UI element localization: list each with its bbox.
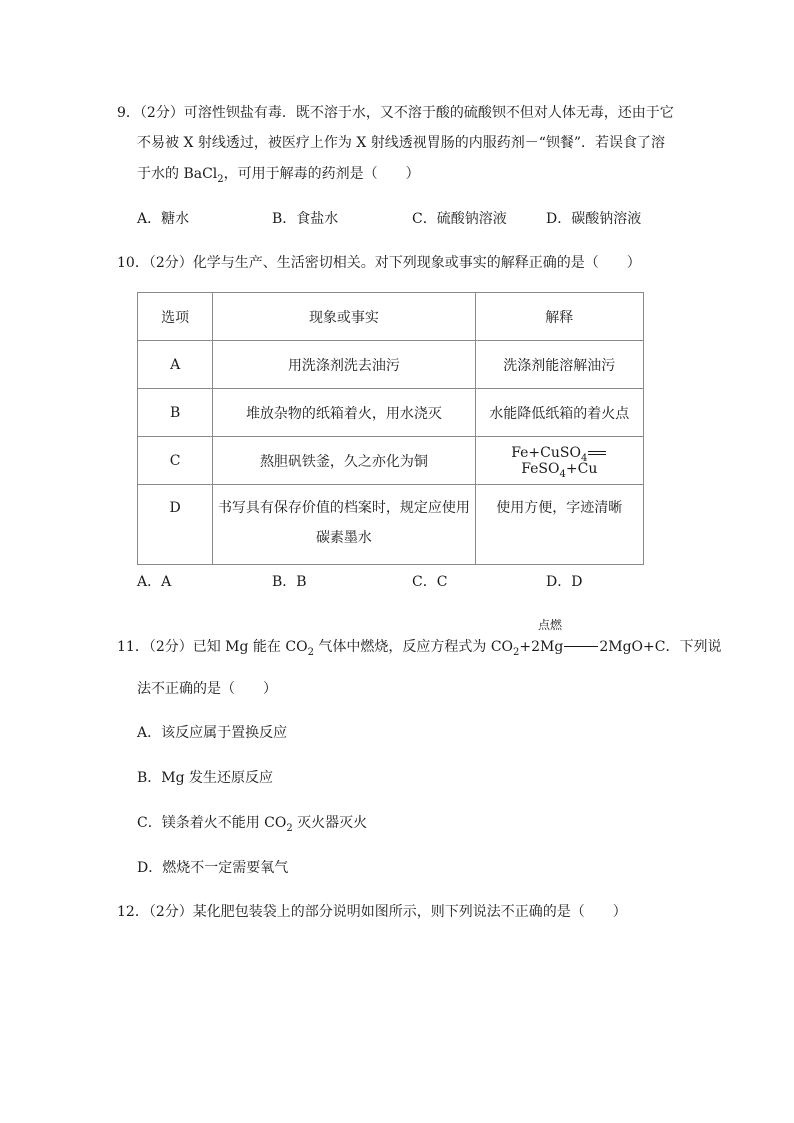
q11-option-d: D．燃烧不一定需要氧气 bbox=[137, 860, 289, 876]
row-fact: 用洗涤剂洗去油污 bbox=[213, 341, 475, 389]
table-row bbox=[138, 389, 644, 437]
row-option: C bbox=[138, 437, 213, 485]
equals-sign bbox=[588, 451, 606, 455]
subscript: 2 bbox=[217, 173, 224, 185]
row-explanation: 水能降低纸箱的着火点 bbox=[475, 389, 643, 437]
row-explanation-equation bbox=[475, 437, 643, 485]
q11-text: +2Mg bbox=[519, 639, 564, 655]
reaction-arrow bbox=[564, 646, 598, 647]
q9-option-b: B．食盐水 bbox=[272, 211, 339, 227]
formula-part: FeSO bbox=[521, 460, 560, 477]
header-fact: 现象或事实 bbox=[213, 293, 475, 341]
q11-text: 2MgO+C．下列说 bbox=[599, 639, 722, 655]
q11-text: 气体中燃烧，反应方程式为 CO bbox=[313, 639, 514, 655]
q10-table bbox=[137, 292, 644, 565]
q11-line-1 bbox=[117, 637, 721, 657]
q12-stem: 12．（2分）某化肥包装袋上的部分说明如图所示，则下列说法不正确的是（ ） bbox=[117, 904, 627, 920]
subscript: 2 bbox=[286, 822, 293, 834]
q11-text: 灭火器灭火 bbox=[292, 815, 368, 831]
row-option: B bbox=[138, 389, 213, 437]
formula-part: +Cu bbox=[565, 460, 598, 477]
subscript: 2 bbox=[307, 646, 314, 658]
row-explanation: 使用方便，字迹清晰 bbox=[475, 485, 643, 565]
q9-text: ，可用于解毒的药剂是（ ） bbox=[223, 166, 420, 182]
q11-option-b: B．Mg 发生还原反应 bbox=[137, 770, 274, 786]
q11-text: 11．（2分）已知 Mg 能在 CO bbox=[117, 639, 308, 655]
q9-text: 于水的 BaCl bbox=[137, 166, 218, 182]
q11-text: C．镁条着火不能用 CO bbox=[137, 815, 287, 831]
q9-line-3 bbox=[137, 164, 420, 184]
q10-option-c: C．C bbox=[412, 574, 448, 590]
table-row bbox=[138, 341, 644, 389]
row-option: A bbox=[138, 341, 213, 389]
subscript: 4 bbox=[580, 452, 588, 464]
row-fact: 堆放杂物的纸箱着火，用水浇灭 bbox=[213, 389, 475, 437]
q11-option-c bbox=[137, 813, 367, 833]
table-header-row bbox=[138, 293, 644, 341]
row-explanation: 洗涤剂能溶解油污 bbox=[475, 341, 643, 389]
formula-part: Fe+CuSO bbox=[511, 444, 581, 461]
table-row bbox=[138, 485, 644, 565]
q9-option-d: D．碳酸钠溶液 bbox=[546, 211, 642, 227]
table-row bbox=[138, 437, 644, 485]
q11-line-2: 法不正确的是（ ） bbox=[137, 681, 277, 697]
q9-line-1: 9．（2分）可溶性钡盐有毒．既不溶于水，又不溶于酸的硫酸钡不但对人体无毒，还由于它 bbox=[117, 105, 674, 121]
header-explanation: 解释 bbox=[475, 293, 643, 341]
q11-option-a: A．该反应属于置换反应 bbox=[137, 725, 288, 741]
subscript: 4 bbox=[559, 468, 566, 480]
q9-option-c: C．硫酸钠溶液 bbox=[412, 211, 507, 227]
q10-option-d: D．D bbox=[546, 574, 583, 590]
reaction-condition: 点燃 bbox=[538, 618, 563, 632]
q9-option-a: A．糖水 bbox=[137, 211, 190, 227]
row-fact: 熬胆矾铁釜，久之亦化为铜 bbox=[213, 437, 475, 485]
q9-line-2: 不易被 X 射线透过，被医疗上作为 X 射线透视胃肠的内服药剂－“钡餐”．若误食了溶 bbox=[137, 135, 666, 151]
q10-stem: 10．（2分）化学与生产、生活密切相关。对下列现象或事实的解释正确的是（ ） bbox=[117, 255, 641, 271]
subscript: 2 bbox=[513, 646, 520, 658]
row-option: D bbox=[138, 485, 213, 565]
header-option: 选项 bbox=[138, 293, 213, 341]
q10-option-a: A．A bbox=[137, 574, 172, 590]
q10-option-b: B．B bbox=[272, 574, 307, 590]
row-fact: 书写具有保存价值的档案时，规定应使用碳素墨水 bbox=[213, 485, 475, 565]
